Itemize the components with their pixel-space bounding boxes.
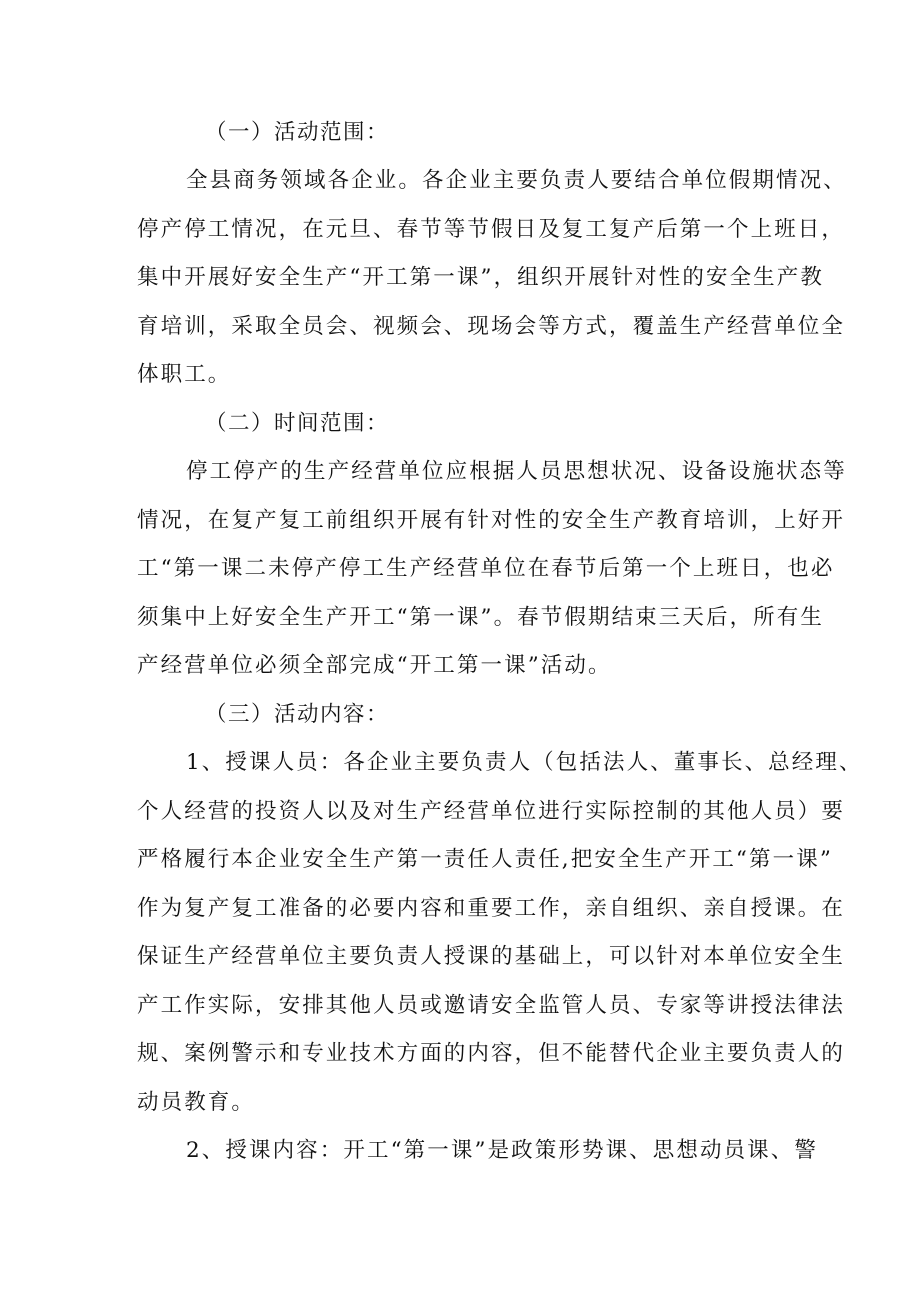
list-item-line: 1、授课人员：各企业主要负责人（包括法人、董事长、总经理、 xyxy=(186,750,863,775)
paragraph-line: 产经营单位必须全部完成“开工第一课”活动。 xyxy=(137,653,612,678)
section-heading-time: （二）时间范围： xyxy=(205,411,390,436)
list-item-line: 保证生产经营单位主要负责人授课的基础上，可以针对本单位安全生 xyxy=(137,944,846,969)
list-item-line: 规、案例警示和专业技术方面的内容，但不能替代企业主要负责人的 xyxy=(137,1041,846,1066)
list-item-line: 个人经营的投资人以及对生产经营单位进行实际控制的其他人员）要 xyxy=(137,799,846,824)
paragraph-line: 情况，在复产复工前组织开展有针对性的安全生产教育培训，上好开 xyxy=(137,508,846,533)
paragraph-line: 停产停工情况，在元旦、春节等节假日及复工复产后第一个上班日， xyxy=(137,217,846,242)
paragraph-line: 全县商务领域各企业。各企业主要负责人要结合单位假期情况、 xyxy=(186,168,847,193)
paragraph-line: 集中开展好安全生产“开工第一课”，组织开展针对性的安全生产教 xyxy=(137,265,824,290)
paragraph-line: 体职工。 xyxy=(137,362,232,387)
list-item-line: 动员教育。 xyxy=(137,1090,256,1115)
section-heading-content: （三）活动内容： xyxy=(205,702,390,727)
section-heading-scope: （一）活动范围： xyxy=(205,120,390,145)
paragraph-line: 须集中上好安全生产开工“第一课”。春节假期结束三天后，所有生 xyxy=(137,605,824,630)
list-item-line: 2、授课内容：开工“第一课”是政策形势课、思想动员课、警 xyxy=(186,1138,818,1163)
list-item-line: 严格履行本企业安全生产第一责任人责任,把安全生产开工“第一课” xyxy=(137,847,833,872)
list-item-line: 作为复产复工准备的必要内容和重要工作，亲自组织、亲自授课。在 xyxy=(137,896,846,921)
list-item-line: 产工作实际，安排其他人员或邀请安全监管人员、专家等讲授法律法 xyxy=(137,993,846,1018)
paragraph-line: 育培训，采取全员会、视频会、现场会等方式，覆盖生产经营单位全 xyxy=(137,314,846,339)
paragraph-line: 停工停产的生产经营单位应根据人员思想状况、设备设施状态等 xyxy=(186,459,847,484)
paragraph-line: 工“第一课二未停产停工生产经营单位在春节后第一个上班日，也必 xyxy=(137,556,835,581)
